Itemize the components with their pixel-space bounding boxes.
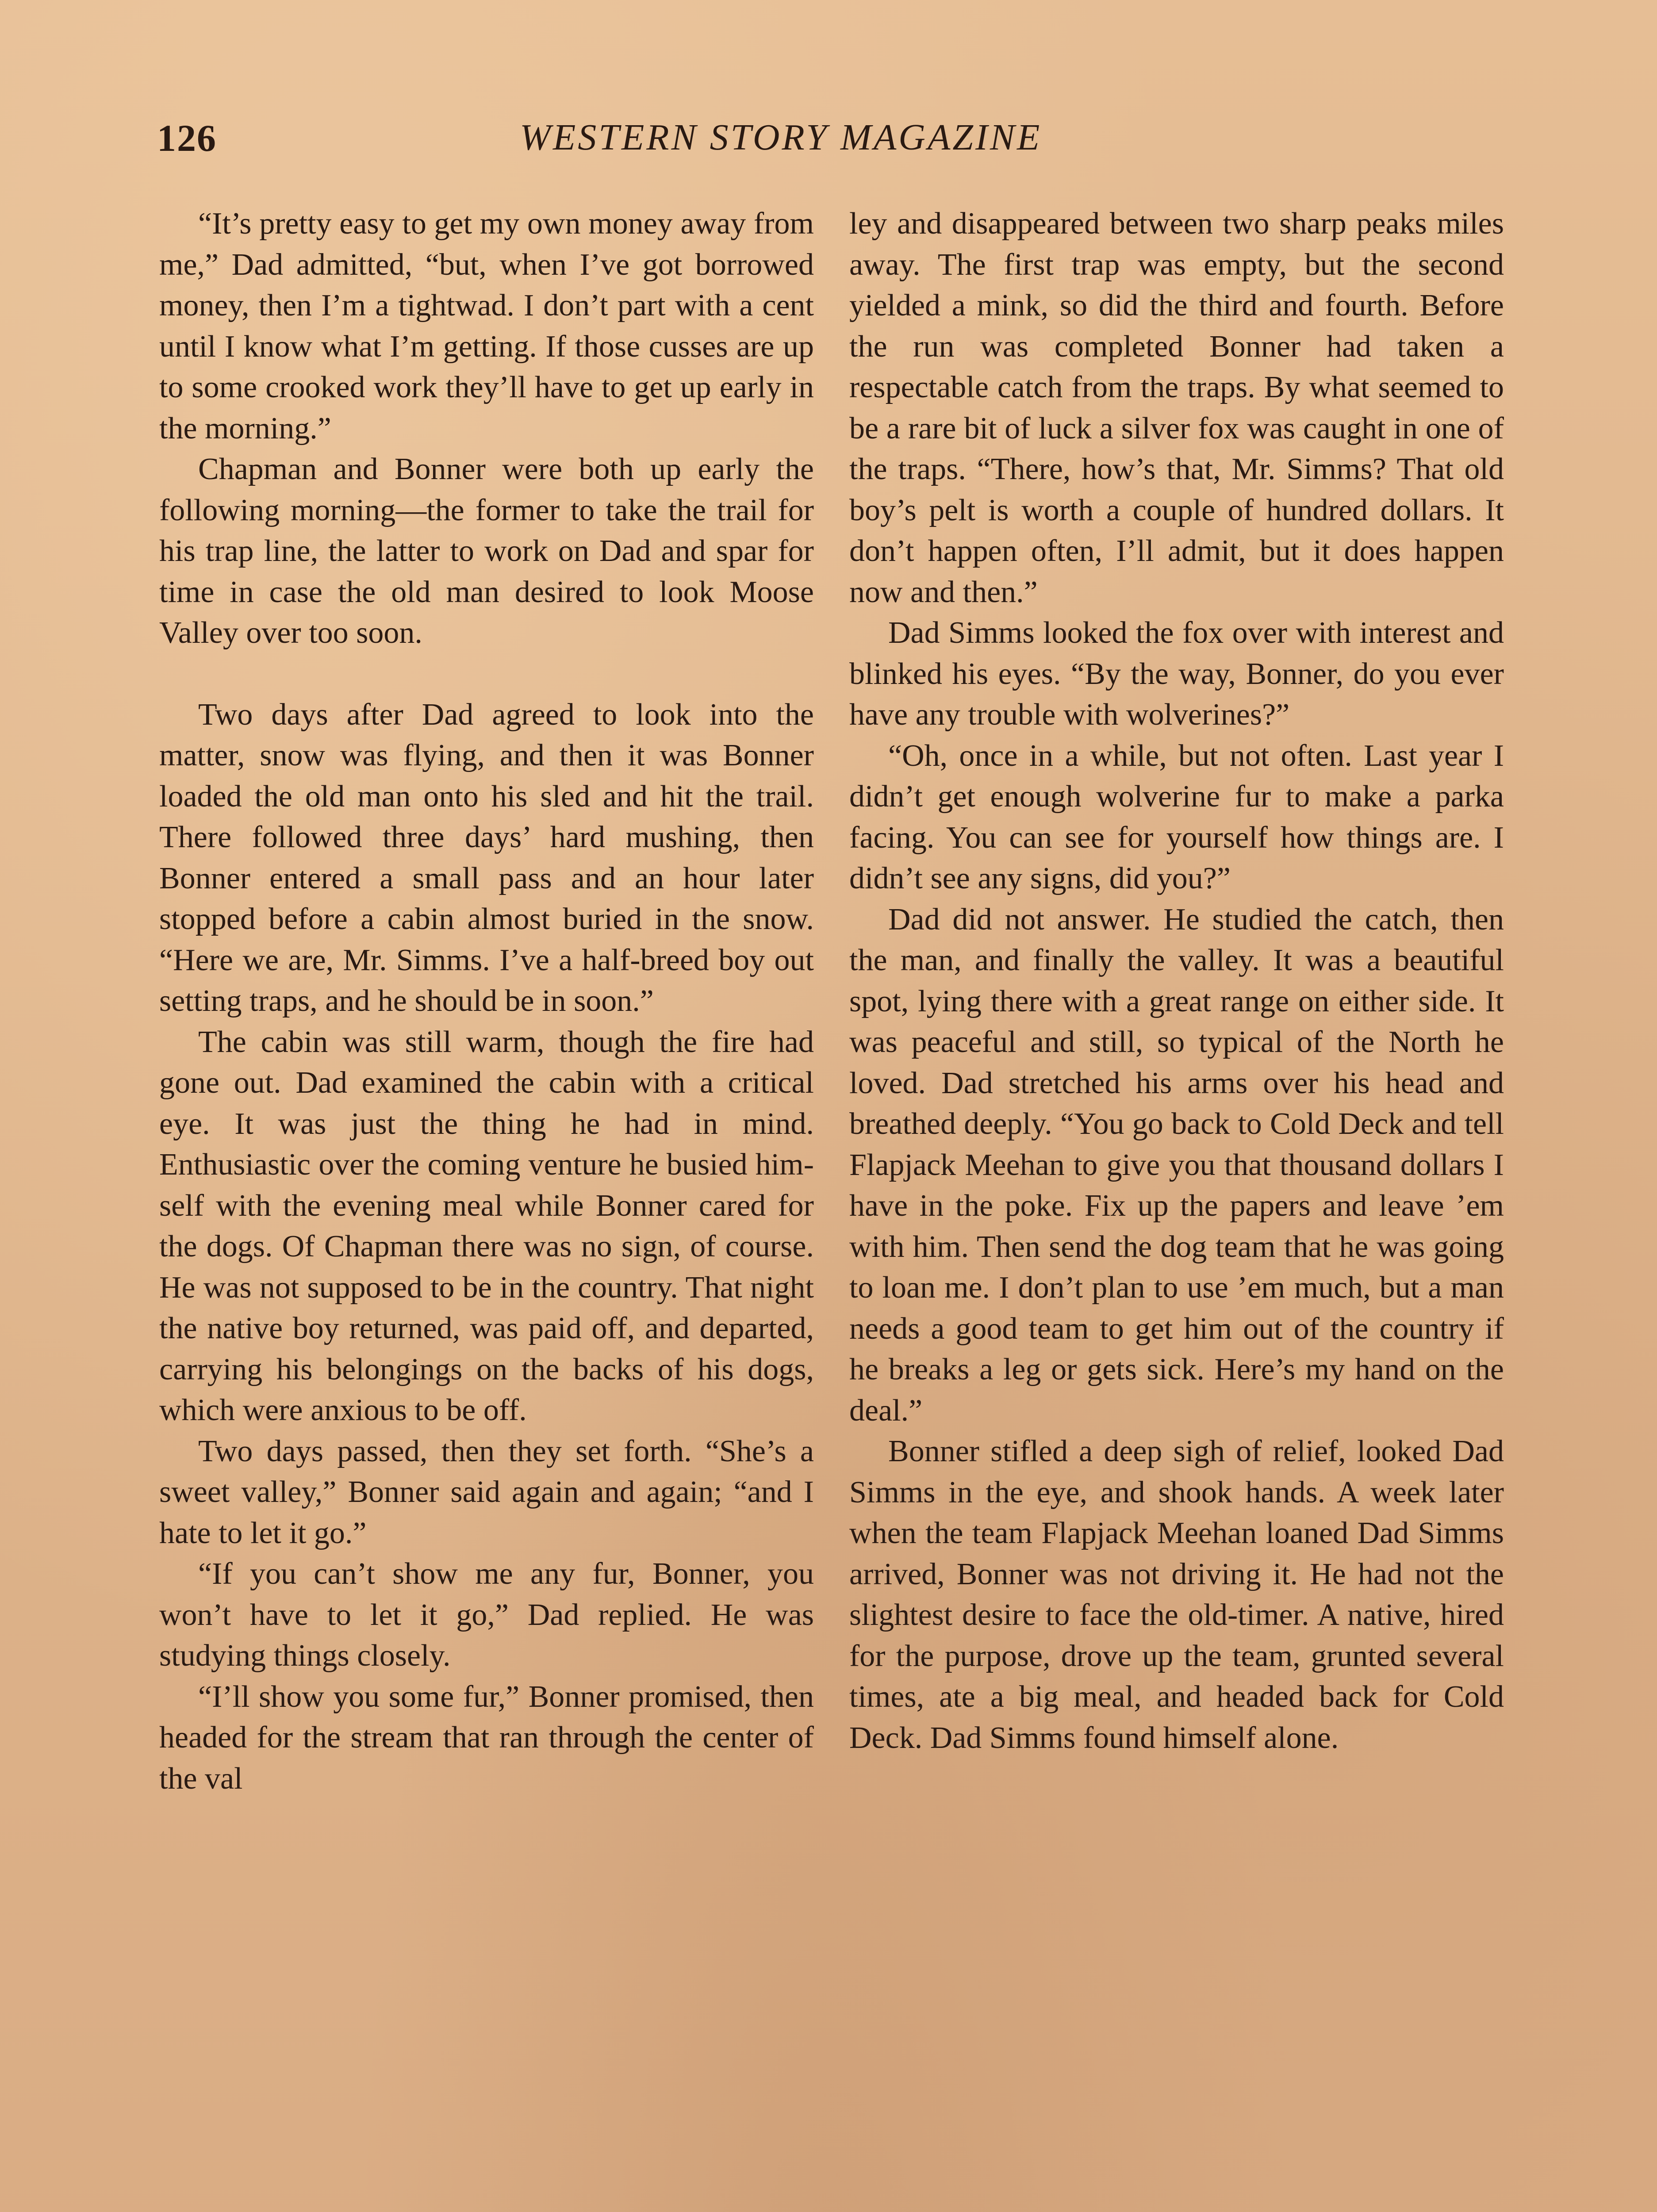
- paragraph: Dad Simms looked the fox over with interest and blinked his eyes. “By the way, Bonner, do you ever have any trouble with wolverines?”: [849, 616, 1504, 732]
- section-break: [159, 654, 814, 695]
- paragraph: “I’ll show you some fur,” Bonner promised, then headed for the stream that ran through the center of the val: [159, 1679, 814, 1796]
- paragraph: “Oh, once in a while, but not often. Last year I didn’t get enough wolverine fur to make a parka facing. You can see for yourself how things are. I didn’t see any signs, did you?”: [849, 738, 1504, 895]
- page-number: 126: [157, 117, 217, 159]
- page-header: [157, 116, 1126, 165]
- right-column: [849, 204, 1504, 1759]
- paragraph: Two days passed, then they set forth. “She’s a sweet valley,” Bonner said again and again; “and I hate to let it go.”: [159, 1434, 814, 1550]
- paragraph: “It’s pretty easy to get my own money away from me,” Dad admitted, “but, when I’ve got borrowed money, then I’m a tightwad. I don’t part with a cent until I know what I’m getting. If those cusses are up to some crooked work they’ll have to get up early in the morning.”: [159, 207, 814, 445]
- paragraph: Bonner stifled a deep sigh of relief, looked Dad Simms in the eye, and shook hands. A week later when the team Flapjack Meehan loaned Dad Simms arrived, Bonner was not driving it. He had not the slightest desire to face the old-timer. A native, hired for the purpose, drove up the team, grunted several times, ate a big meal, and headed back for Cold Deck. Dad Simms found himself alone.: [849, 1434, 1504, 1755]
- paragraph: The cabin was still warm, though the fire had gone out. Dad examined the cabin with a critical eye. It was just the thing he had in mind. Enthusiastic over the coming venture he busied himself with the evening meal while Bonner cared for the dogs. Of Chapman there was no sign, of course. He was not supposed to be in the country. That night the native boy returned, was paid off, and departed, carrying his belongings on the backs of his dogs, which were anxious to be off.: [159, 1025, 814, 1427]
- left-column: [159, 204, 814, 1799]
- paragraph: ley and disappeared between two sharp peaks miles away. The first trap was empty, but the second yielded a mink, so did the third and fourth. Before the run was completed Bonner had taken a respectable catch from the traps. By what seemed to be a rare bit of luck a silver fox was caught in one of the traps. “There, how’s that, Mr. Simms? That old boy’s pelt is worth a couple of hundred dollars. It don’t happen often, I’ll admit, but it does happen now and then.”: [849, 207, 1504, 609]
- paragraph: Chapman and Bonner were both up early the following morning—the former to take the trail for his trap line, the latter to work on Dad and spar for time in case the old man desired to look Moose Valley over too soon.: [159, 452, 814, 650]
- magazine-title: WESTERN STORY MAGAZINE: [520, 117, 1042, 158]
- paragraph: Dad did not answer. He studied the catch, then the man, and finally the valley. It was a beautiful spot, lying there with a great range on either side. It was peaceful and still, so typical of the North he loved. Dad stretched his arms over his head and breathed deeply. “You go back to Cold Deck and tell Flapjack Meehan to give you that thousand dollars I have in the poke. Fix up the papers and leave ’em with him. Then send the dog team that he was going to loan me. I don’t plan to use ’em much, but a man needs a good team to get him out of the country if he breaks a leg or gets sick. Here’s my hand on the deal.”: [849, 902, 1504, 1428]
- paragraph: Two days after Dad agreed to look into the matter, snow was flying, and then it was Bonner loaded the old man onto his sled and hit the trail. There followed three days’ hard mushing, then Bonner entered a small pass and an hour later stopped before a cabin almost buried in the snow. “Here we are, Mr. Simms. I’ve a half-breed boy out setting traps, and he should be in soon.”: [159, 697, 814, 1018]
- paragraph: “If you can’t show me any fur, Bonner, you won’t have to let it go,” Dad replied. He was studying things closely.: [159, 1557, 814, 1673]
